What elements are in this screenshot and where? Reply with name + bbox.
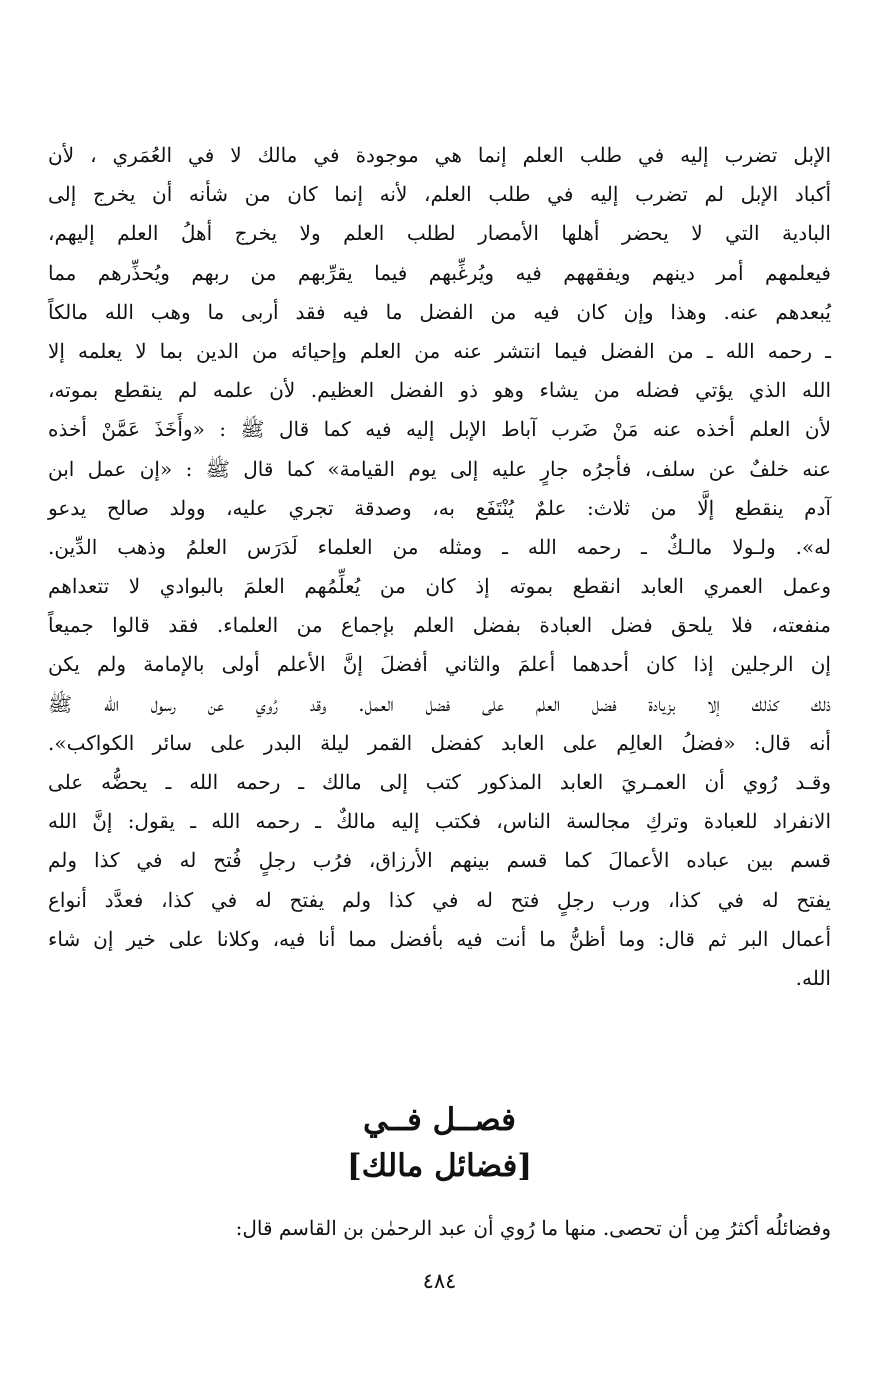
text-line: أنه قال: «فضلُ العالِم على العابد كفضل القمر ليلة البدر على سائر الكواكب». (48, 730, 831, 755)
text-line: يفتح له في كذا، ورب رجلٍ فتح له في كذا ولم يفتح له في كذا، فعدَّد أنواع (48, 887, 831, 912)
text-line: منفعته، فلا يلحق فضل العبادة بفضل العلم بإجماع من العلماء. فقد قالوا جميعاً (48, 613, 831, 638)
text-line: فيعلمهم أمر دينهم ويفقههم فيه ويُرغِّبهم فيما يقرِّبهم من ربهم ويُحذِّرهم مما (48, 260, 831, 285)
text-line: الانفراد للعبادة وتركِ مجالسة الناس، فكتب إليه مالكٌ ـ رحمه الله ـ يقول: إنَّ الله (48, 809, 831, 834)
text-line-final: الله. (795, 965, 831, 990)
text-line: عنه خلفٌ عن سلف، فأجرُه جارٍ عليه إلى يوم القيامة» كما قال ﷺ : «إن عمل ابن (48, 456, 831, 481)
text-line: ـ رحمه الله ـ من الفضل فيما انتشر عنه من العلم وإحيائه من الدين بما لا يعلمه إلا (48, 338, 831, 363)
text-line: وعمل العمري العابد انقطع بموته إذ كان من يُعلِّمُهم العلمَ بالبوادي لا تتعداهم (48, 574, 831, 599)
text-line: إن الرجلين إذا كان أحدهما أعلمَ والثاني أفضلَ إنَّ الأعلم أولى بالإمامة ولم يكن (48, 652, 831, 677)
text-line: الإبل تضرب إليه في طلب العلم إنما هي موجودة في مالك لا في العُمَري ، لأن (48, 143, 831, 167)
text-line: ذلك كذلك إلا بزيادة فضل العلم على فضل العمل. وقد رُوي عن رسول الله ﷺ (48, 691, 831, 716)
text-line: الله الذي يؤتي فضله من يشاء وهو ذو الفضل العظيم. لأن علمه لم ينقطع بموته، (48, 378, 831, 403)
main-text-block (48, 136, 831, 998)
text-line: لأن العلم أخذه عنه مَنْ ضَرب آباط الإبل إليه فيه كما قال ﷺ : «وأَخَذَ عَمَّنْ أخذه (48, 417, 831, 442)
text-line: أكباد الإبل لم تضرب إليه في طلب العلم، لأنه إنما كان من شأنه أن يخرج إلى (48, 182, 831, 207)
text-line: له». ولـولا مالـكٌ ـ رحمه الله ـ ومثله من العلماء لَدَرَس العلمُ وذهب الدِّين. (48, 534, 831, 559)
section-heading: فصــل فــي (363, 1102, 516, 1138)
text-line: يُبعدهم عنه. وهذا وإن كان فيه من الفضل ما فيه فقد أربى ما وهب الله مالكاً (48, 299, 831, 324)
section-intro-line: وفضائلُه أكثرُ مِن أن تحصى. منها ما رُوي أن عبد الرحمٰن بن القاسم قال: (235, 1216, 831, 1240)
text-line: أعمال البر ثم قال: وما أظنُّ ما أنت فيه بأفضل مما أنا فيه، وكلانا على خير إن شاء (48, 926, 831, 951)
text-line: وقـد رُوي أن العمـريَ العابد المذكور كتب إلى مالك ـ رحمه الله ـ يحضُّه على (48, 770, 831, 794)
text-line: قسم بين عباده الأعمالَ كما قسم بينهم الأرزاق، فرُب رجلٍ فُتح له في كذا ولم (48, 848, 831, 873)
section-subheading: [فضائل مالك] (346, 1148, 532, 1184)
text-line: البادية التي لا يحضر أهلها الأمصار لطلب العلم ولا يخرج أهلُ العلم إليهم، (48, 221, 831, 246)
page-number: ٤٨٤ (422, 1269, 457, 1293)
text-line: آدم ينقطع إلَّا من ثلاث: علمٌ يُنْتَفَع به، وصدقة تجري عليه، وولد صالح يدعو (48, 495, 831, 520)
